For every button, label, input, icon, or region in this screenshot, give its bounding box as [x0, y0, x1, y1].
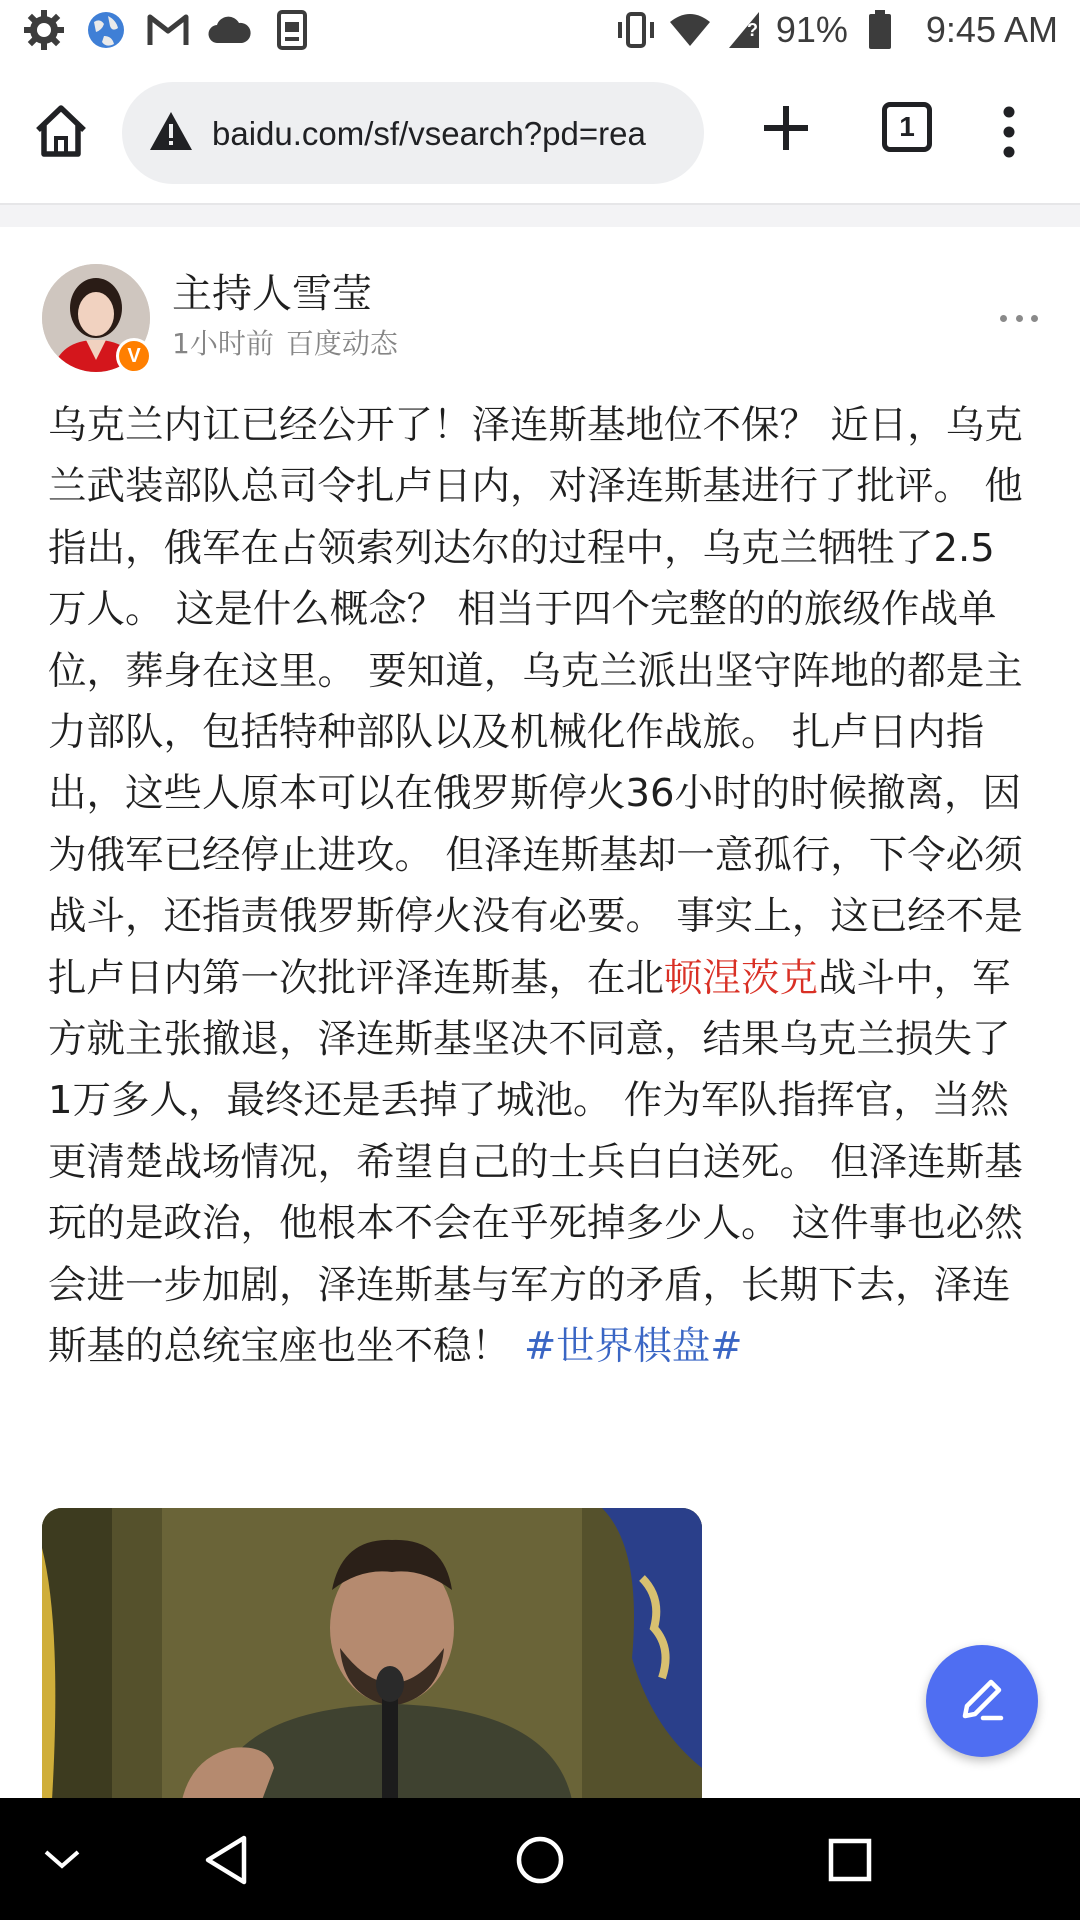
system-nav-bar — [0, 1798, 1080, 1920]
wifi-icon — [668, 8, 712, 52]
vibrate-icon — [614, 8, 658, 52]
post-source: 百度动态 — [285, 327, 398, 360]
post-time: 1小时前 — [172, 327, 274, 360]
svg-text:?: ? — [746, 20, 758, 40]
address-bar[interactable] — [122, 82, 704, 184]
post-body — [48, 395, 1028, 1378]
entity-link-donetsk[interactable]: 顿涅茨克 — [664, 955, 819, 1001]
collapse-chevron-icon[interactable] — [30, 1828, 94, 1892]
app-icon — [270, 8, 314, 52]
browser-toolbar — [0, 62, 1080, 202]
menu-icon[interactable] — [996, 102, 1022, 162]
settings-gear-icon — [22, 8, 66, 52]
battery-icon — [858, 8, 902, 52]
hashtag-link[interactable]: #世界棋盘# — [524, 1324, 743, 1370]
warning-icon[interactable] — [148, 110, 194, 156]
toolbar-divider — [0, 203, 1080, 227]
post-text-part-2: 战斗中，军方就主张撤退，泽连斯基坚决不同意，结果乌克兰损失了1万多人，最终还是丢掉了城池。 作为军队指挥官，当然更清楚战场情况，希望自己的士兵白白送死。 但泽连斯基玩的是政治，他根本不会在乎死掉多少人。 这件事也必然会进一步加剧，泽连斯基与军方的矛盾，长期下去，泽连斯基的总统宝座也坐不稳！ — [48, 955, 1023, 1370]
battery-percent: 91% — [775, 9, 848, 50]
cloud-icon — [208, 8, 252, 52]
verified-badge: V — [116, 338, 152, 374]
author-name[interactable]: 主持人雪莹 — [172, 271, 372, 317]
edit-pencil-icon — [957, 1674, 1007, 1728]
new-tab-icon[interactable] — [760, 102, 812, 154]
more-options-icon[interactable] — [1000, 300, 1038, 336]
home-icon[interactable] — [30, 100, 92, 162]
back-icon[interactable] — [194, 1828, 258, 1892]
clock: 9:45 AM — [925, 9, 1058, 50]
status-bar — [0, 0, 1080, 62]
post-image[interactable] — [42, 1508, 702, 1800]
url-text[interactable]: baidu.com/sf/vsearch?pd=rea — [212, 115, 646, 152]
gmail-icon — [146, 8, 190, 52]
compose-button[interactable] — [926, 1645, 1038, 1757]
globe-icon — [84, 8, 128, 52]
post-text-part-1: 乌克兰内讧已经公开了！泽连斯基地位不保？ 近日，乌克兰武装部队总司令扎卢日内，对泽连斯基进行了批评。 他指出，俄军在占领索列达尔的过程中，乌克兰牺牲了2.5万人。 这是什么概念？ 相当于四个完整的的旅级作战单位，葬身在这里。 要知道，乌克兰派出坚守阵地的都是主力部队，包括特种部队以及机械化作战旅。 扎卢日内指出，这些人原本可以在俄罗斯停火36小时的时候撤离，因为俄军已经停止进攻。 但泽连斯基却一意孤行，下令必须战斗，还指责俄罗斯停火没有必要。 事实上，这已经不是扎卢日内第一次批评泽连斯基，在北 — [48, 403, 1023, 1001]
unknown-signal-icon — [722, 8, 766, 52]
recents-square-icon[interactable] — [818, 1828, 882, 1892]
post-meta — [172, 324, 398, 364]
tab-switcher-icon[interactable]: 1 — [882, 102, 932, 152]
home-circle-icon[interactable] — [508, 1828, 572, 1892]
